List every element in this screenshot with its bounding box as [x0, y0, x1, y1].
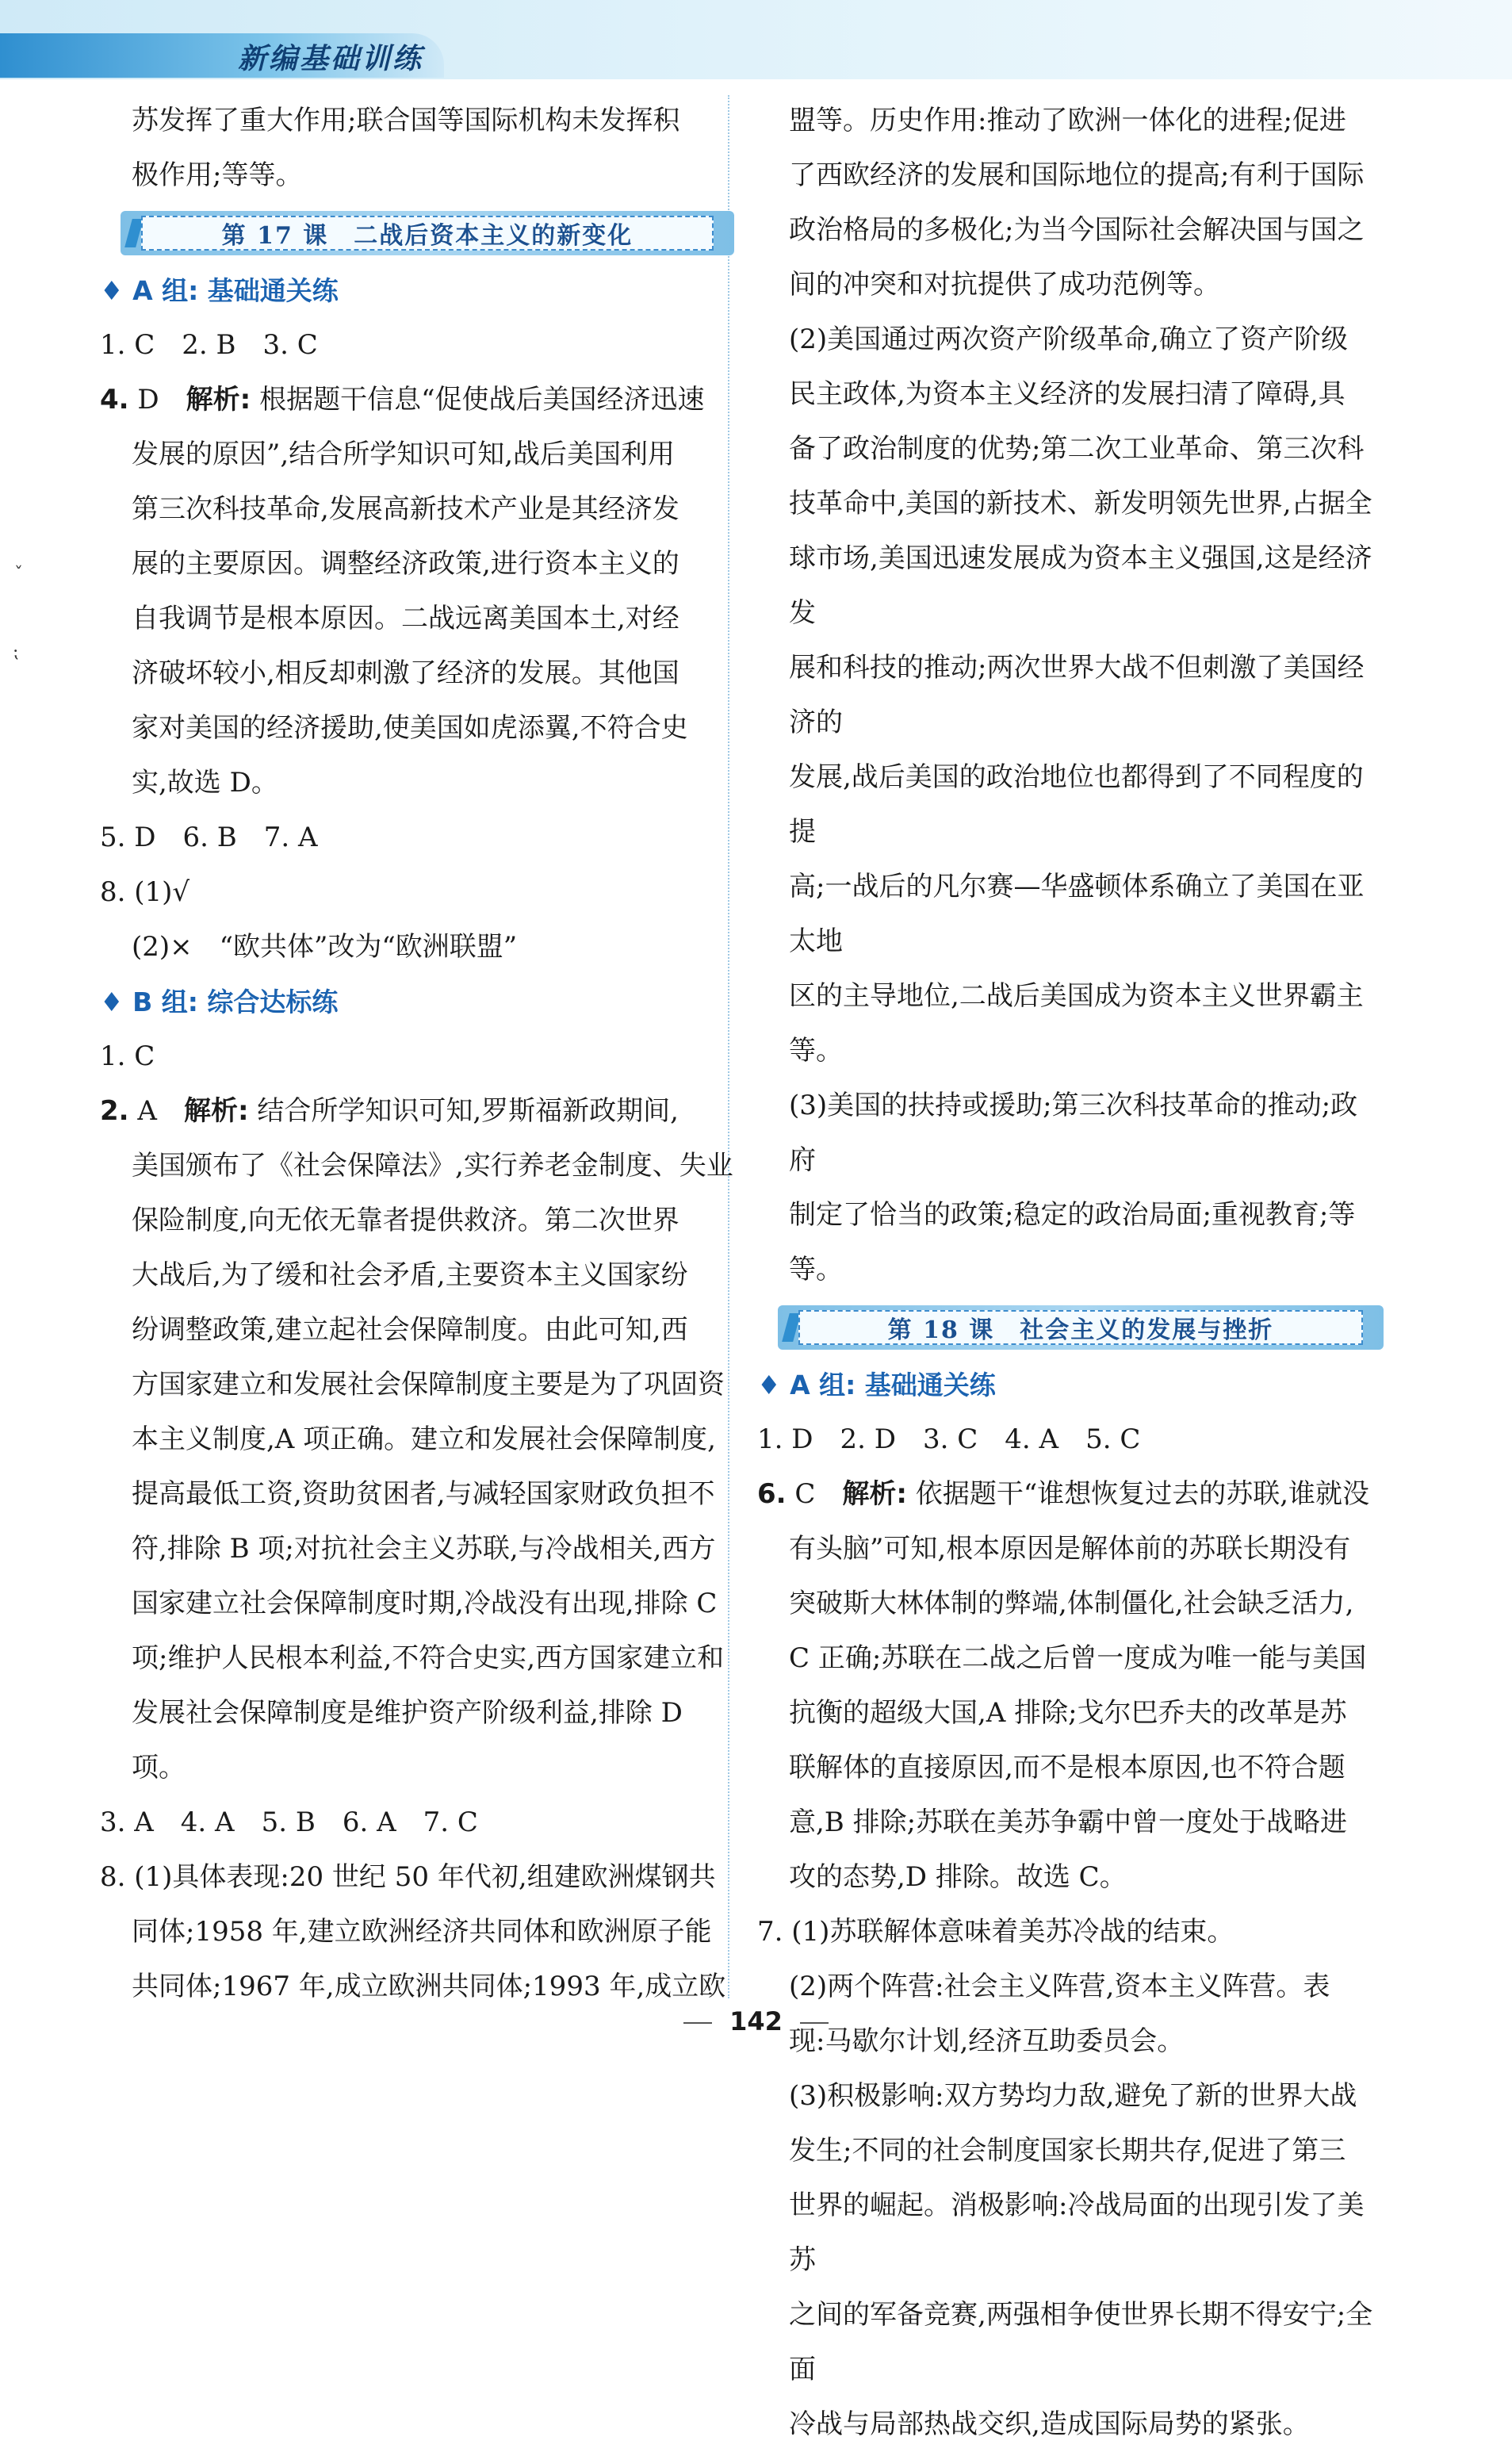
text-line: 美国颁布了《社会保障法》,实行养老金制度、失业	[132, 1150, 733, 1182]
text-line: 球市场,美国迅速发展成为资本主义强国,这是经济发	[789, 542, 1372, 629]
answer-row: 1. C	[100, 1040, 155, 1072]
question-number: 4.	[100, 384, 129, 416]
text-line: 济破坏较小,相反却刺激了经济的发展。其他国	[132, 657, 679, 689]
lesson-18-title: 第 18 课 社会主义的发展与挫折	[798, 1310, 1363, 1345]
lesson-17-banner	[121, 211, 734, 255]
group-a-label: A 组: 基础通关练	[790, 1370, 996, 1400]
text-line: (2)美国通过两次资产阶级革命,确立了资产阶级	[789, 324, 1348, 355]
text-line: 冷战与局部热战交织,造成国际局势的紧张。	[789, 2408, 1310, 2440]
analysis-label: 解析:	[842, 1478, 908, 1510]
text-line: 共同体;1967 年,成立欧洲共同体;1993 年,成立欧	[132, 1971, 726, 2002]
question-8: 8. (1)√	[100, 876, 190, 908]
text-line: 备了政治制度的优势;第二次工业革命、第三次科	[789, 433, 1365, 465]
text-line: 国家建立社会保障制度时期,冷战没有出现,排除 C	[132, 1588, 718, 1619]
group-a-label: A 组: 基础通关练	[132, 275, 339, 306]
right-column	[757, 94, 1384, 2452]
text-line: 根据题干信息“促使战后美国经济迅速	[251, 384, 705, 416]
answer-choice: C	[794, 1478, 816, 1510]
text-line: 本主义制度,A 项正确。建立和发展社会保障制度,	[132, 1423, 716, 1455]
text-line: 依据题干“谁想恢复过去的苏联,谁就没	[907, 1478, 1370, 1510]
text-line: 技革命中,美国的新技术、新发明领先世界,占据全	[789, 488, 1372, 519]
text-line: 苏发挥了重大作用;联合国等国际机构未发挥积	[132, 105, 680, 136]
text-line: (2)× “欧共体”改为“欧洲联盟”	[132, 931, 518, 963]
lesson-17-title: 第 17 课 二战后资本主义的新变化	[141, 216, 714, 251]
question-number: 6.	[757, 1478, 787, 1510]
diamond-icon: ♦	[100, 987, 133, 1017]
text-line: 符,排除 B 项;对抗社会主义苏联,与冷战相关,西方	[132, 1533, 716, 1565]
text-line: 有头脑”可知,根本原因是解体前的苏联长期没有	[789, 1533, 1351, 1565]
margin-mark: ⁏	[13, 642, 19, 662]
text-line: 大战后,为了缓和社会矛盾,主要资本主义国家纷	[132, 1259, 688, 1291]
text-line: 间的冲突和对抗提供了成功范例等。	[789, 269, 1220, 301]
text-line: 突破斯大林体制的弊端,体制僵化,社会缺乏活力,	[789, 1588, 1354, 1619]
diamond-icon: ♦	[757, 1370, 790, 1400]
text-line: 发展的原因”,结合所学知识可知,战后美国利用	[132, 439, 675, 470]
text-line: 第三次科技革命,发展高新技术产业是其经济发	[132, 493, 679, 525]
lesson-18-banner	[778, 1305, 1384, 1350]
question-6	[757, 1467, 1384, 1522]
text-line: 抗衡的超级大国,A 排除;戈尔巴乔夫的改革是苏	[789, 1697, 1347, 1729]
margin-mark: ˇ	[14, 565, 23, 584]
text-line: 展的主要原因。调整经济政策,进行资本主义的	[132, 548, 679, 580]
text-line: 自我调节是根本原因。二战远离美国本土,对经	[132, 603, 679, 634]
answer-row: 1. D 2. D 3. C 4. A 5. C	[757, 1423, 1141, 1455]
text-line: 展和科技的推动;两次世界大战不但刺激了美国经济的	[789, 652, 1365, 738]
text-line: 联解体的直接原因,而不是根本原因,也不符合题	[789, 1752, 1345, 1783]
text-line: 方国家建立和发展社会保障制度主要是为了巩固资	[132, 1369, 725, 1400]
text-line: 区的主导地位,二战后美国成为资本主义世界霸主等。	[789, 980, 1364, 1067]
text-line: 发展,战后美国的政治地位也都得到了不同程度的提	[789, 761, 1364, 848]
text-line: 了西欧经济的发展和国际地位的提高;有利于国际	[789, 159, 1365, 191]
answer-choice: A	[137, 1095, 157, 1127]
analysis-label: 解析:	[186, 384, 251, 416]
group-b-label: B 组: 综合达标练	[132, 987, 339, 1017]
text-line: 极作用;等等。	[132, 159, 303, 191]
text-line: 攻的态势,D 排除。故选 C。	[789, 1861, 1127, 1893]
group-a-heading	[100, 263, 734, 318]
text-line: 纷调整政策,建立起社会保障制度。由此可知,西	[132, 1314, 688, 1346]
text-line: 盟等。历史作用:推动了欧洲一体化的进程;促进	[789, 105, 1346, 136]
question-number: 2.	[100, 1095, 129, 1127]
answer-row: 1. C 2. B 3. C	[100, 329, 318, 361]
text-line: 政治格局的多极化;为当今国际社会解决国与国之	[789, 214, 1365, 246]
text-line: 民主政体,为资本主义经济的发展扫清了障碍,具	[789, 378, 1345, 410]
text-line: 高;一战后的凡尔赛—华盛顿体系确立了美国在亚太地	[789, 871, 1365, 957]
text-line: (3)美国的扶持或援助;第三次科技革命的推动;政府	[789, 1090, 1358, 1176]
answer-choice: D	[137, 384, 159, 416]
text-line: 意,B 排除;苏联在美苏争霸中曾一度处于战略进	[789, 1806, 1348, 1838]
text-line: 制定了恰当的政策;稳定的政治局面;重视教育;等等。	[789, 1199, 1356, 1285]
text-line: C 正确;苏联在二战之后曾一度成为唯一能与美国	[789, 1642, 1367, 1674]
text-line: 世界的崛起。消极影响:冷战局面的出现引发了美苏	[789, 2190, 1365, 2276]
text-line: 之间的军备竞赛,两强相争使世界长期不得安宁;全面	[789, 2299, 1373, 2385]
text-line: 项;维护人民根本利益,不符合史实,西方国家建立和	[132, 1642, 725, 1674]
page-number: 142	[0, 2006, 1512, 2036]
group-a-heading	[757, 1358, 1384, 1412]
question-8b: 8. (1)具体表现:20 世纪 50 年代初,组建欧洲煤钢共	[100, 1861, 716, 1893]
text-line: 结合所学知识可知,罗斯福新政期间,	[248, 1095, 679, 1127]
question-4	[100, 373, 734, 427]
text-line: 家对美国的经济援助,使美国如虎添翼,不符合史	[132, 712, 688, 744]
book-title: 新编基础训练	[238, 43, 424, 75]
left-column	[100, 94, 734, 2014]
text-line: 发生;不同的社会制度国家长期共存,促进了第三	[789, 2135, 1346, 2167]
text-line: (2)两个阵营:社会主义阵营,资本主义阵营。表	[789, 1971, 1330, 2002]
question-2	[100, 1084, 734, 1139]
text-line: 实,故选 D。	[132, 767, 278, 799]
text-line: 保险制度,向无依无靠者提供救济。第二次世界	[132, 1205, 679, 1236]
text-line: 发展社会保障制度是维护资产阶级利益,排除 D 项。	[132, 1697, 683, 1783]
text-line: (3)积极影响:双方势均力敌,避免了新的世界大战	[789, 2080, 1357, 2112]
diamond-icon: ♦	[100, 275, 133, 306]
text-line: 现:马歇尔计划,经济互助委员会。	[789, 2025, 1185, 2057]
analysis-label: 解析:	[183, 1095, 249, 1127]
text-line: 提高最低工资,资助贫困者,与减轻国家财政负担不	[132, 1478, 715, 1510]
answer-row: 5. D 6. B 7. A	[100, 822, 318, 853]
text-line: 同体;1958 年,建立欧洲经济共同体和欧洲原子能	[132, 1916, 712, 1948]
question-7: 7. (1)苏联解体意味着美苏冷战的结束。	[757, 1916, 1234, 1948]
answer-row: 3. A 4. A 5. B 6. A 7. C	[100, 1806, 478, 1838]
group-b-heading	[100, 975, 734, 1029]
